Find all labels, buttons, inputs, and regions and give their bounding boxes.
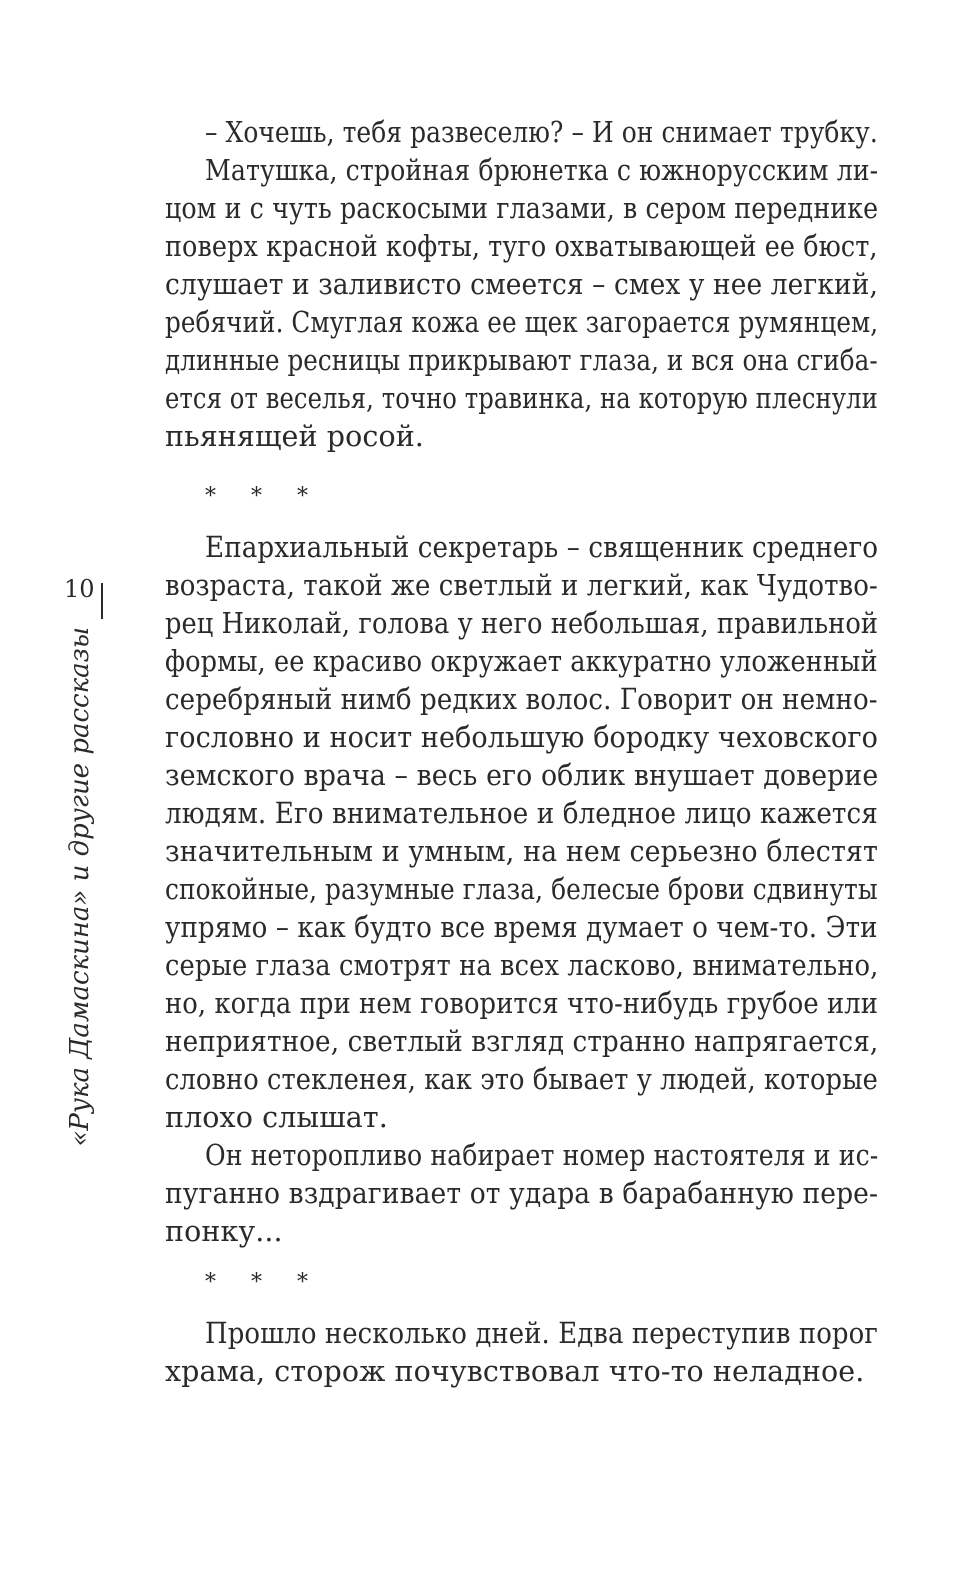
text-line: пуганно вздрагивает от удара в барабанную пере-: [165, 1177, 879, 1210]
text-line: формы, ее красиво окружает аккуратно уложенный: [165, 645, 878, 678]
text-line: неприятное, светлый взгляд странно напрягается,: [165, 1025, 879, 1058]
text-line: ребячий. Смуглая кожа ее щек загорается румянцем,: [165, 306, 879, 339]
text-line: но, когда при нем говорится что-нибудь грубое или: [165, 987, 879, 1020]
page-number: 10: [64, 575, 95, 603]
text-line: Епархиальный секретарь – священник среднего: [205, 531, 879, 564]
text-line: словно стекленея, как это бывает у людей, которые: [165, 1063, 878, 1096]
section-separator: * * *: [205, 484, 322, 509]
text-line: возраста, такой же светлый и легкий, как Чудотво-: [165, 569, 878, 602]
text-line: храма, сторож почувствовал что-то неладное.: [165, 1355, 865, 1388]
text-line: плохо слышат.: [165, 1101, 388, 1134]
text-line: длинные ресницы прикрывают глаза, и вся она сгиба-: [165, 344, 878, 377]
text-line: серебряный нимб редких волос. Говорит он немно-: [165, 683, 878, 716]
text-line: рец Николай, голова у него небольшая, правильной: [165, 607, 879, 640]
running-title: «Рука Дамаскина» и другие рассказы: [65, 627, 95, 1147]
text-line: земского врача – весь его облик внушает доверие: [165, 759, 879, 792]
text-line: упрямо – как будто все время думает о чем-то. Эти: [165, 911, 878, 944]
text-line: Он неторопливо набирает номер настоятеля и ис-: [205, 1139, 879, 1172]
margin-divider: [101, 583, 103, 619]
section-separator: * * *: [205, 1270, 322, 1295]
text-line: слушает и заливисто смеется – смех у нее легкий,: [165, 268, 878, 301]
text-line: понку...: [165, 1215, 283, 1248]
text-line: поверх красной кофты, туго охватывающей ее бюст,: [165, 230, 878, 263]
text-line: значительным и умным, на нем серьезно блестят: [165, 835, 878, 868]
text-line: серые глаза смотрят на всех ласково, внимательно,: [165, 949, 879, 982]
text-line: спокойные, разумные глаза, белесые брови сдвинуты: [165, 873, 878, 906]
text-line: – Хочешь, тебя развеселю? – И он снимает трубку.: [205, 116, 878, 149]
text-line: цом и с чуть раскосыми глазами, в сером переднике: [165, 192, 879, 225]
side-margin: [48, 575, 118, 1147]
text-line: Матушка, стройная брюнетка с южнорусским ли-: [205, 154, 879, 187]
text-line: пьянящей росой.: [165, 420, 424, 453]
text-line: гословно и носит небольшую бородку чеховского: [165, 721, 878, 754]
text-line: ется от веселья, точно травинка, на которую плеснули: [165, 382, 878, 415]
text-line: людям. Его внимательное и бледное лицо кажется: [165, 797, 878, 830]
text-line: Прошло несколько дней. Едва переступив порог: [205, 1317, 878, 1350]
